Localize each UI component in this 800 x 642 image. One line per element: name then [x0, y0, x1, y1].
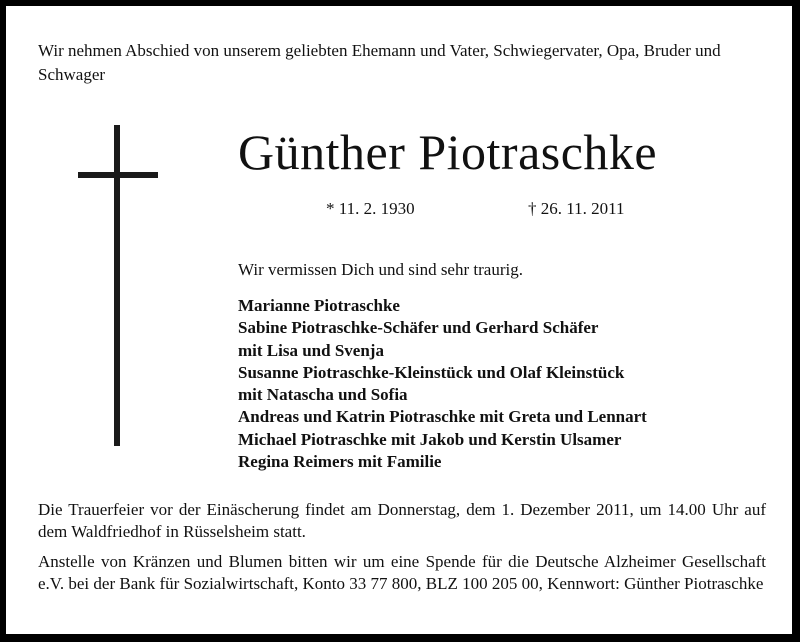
donation-info: Anstelle von Kränzen und Blumen bitten wir um eine Spende für die Deutsche Alzheimer Gesellschaft e.V. bei der Bank für Sozialwirtschaft, Konto 33 77 800, BLZ 100 205 00, Kennwort: Günther Piotraschke — [38, 552, 766, 593]
cross-horizontal-bar — [78, 172, 158, 178]
mourner-line: mit Lisa und Svenja — [238, 340, 384, 360]
death-date: † 26. 11. 2011 — [528, 199, 625, 218]
mourners-list — [238, 295, 647, 473]
mourner-line: Sabine Piotraschke-Schäfer und Gerhard Schäfer — [238, 318, 599, 338]
birth-date: * 11. 2. 1930 — [326, 199, 415, 218]
mourner-line: Marianne Piotraschke — [238, 296, 400, 315]
mourner-line: Regina Reimers mit Familie — [238, 452, 442, 472]
message-text: Wir vermissen Dich und sind sehr traurig. — [238, 260, 523, 279]
mourner-line: Michael Piotraschke mit Jakob und Kerstin Ulsamer — [238, 429, 622, 449]
obituary-notice — [6, 6, 792, 634]
mourner-line: Susanne Piotraschke-Kleinstück und Olaf Kleinstück — [238, 362, 625, 382]
deceased-name: Günther Piotraschke — [238, 124, 658, 180]
mourner-line: mit Natascha und Sofia — [238, 385, 408, 405]
ceremony-info: Die Trauerfeier vor der Einäscherung findet am Donnerstag, dem 1. Dezember 2011, um 14.00 Uhr auf dem Waldfriedhof in Rüsselsheim statt. — [38, 500, 766, 541]
intro-text: Wir nehmen Abschied von unserem geliebten Ehemann und Vater, Schwiegervater, Opa, Bruder und Schwager — [38, 41, 721, 84]
mourner-line: Andreas und Katrin Piotraschke mit Greta und Lennart — [238, 407, 647, 427]
